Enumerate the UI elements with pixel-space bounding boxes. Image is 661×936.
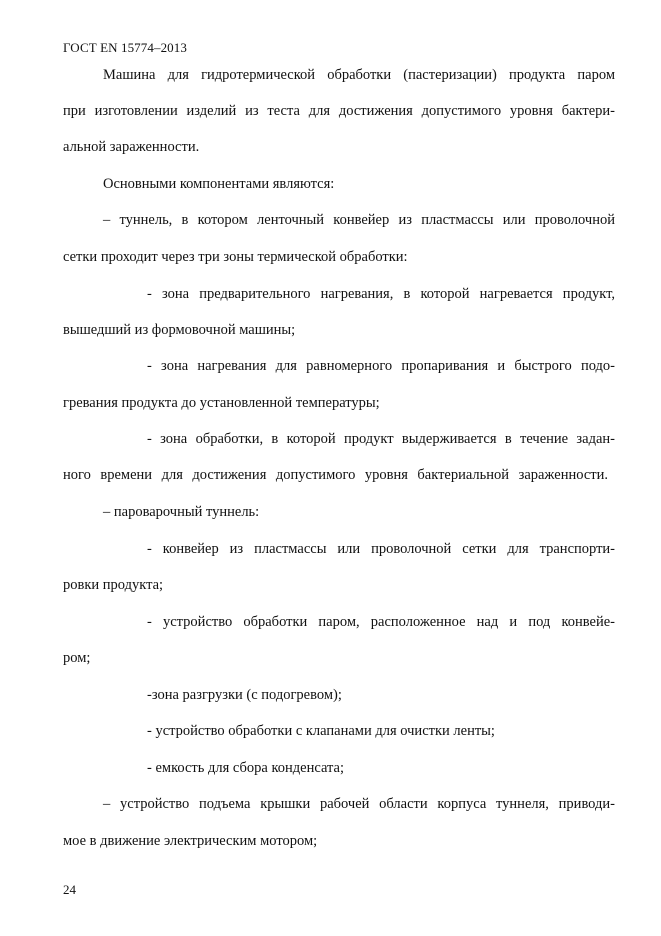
sublist-item-line: - конвейер из пластмассы или проволочной сетки для транспорти- <box>147 541 615 557</box>
document-code-header: ГОСТ EN 15774–2013 <box>63 40 187 55</box>
sublist-item-line: - устройство обработки паром, расположенное над и под конвейе- <box>147 614 615 630</box>
paragraph-line: Основными компонентами являются: <box>103 176 335 192</box>
sublist-item-line: -зона разгрузки (с подогревом); <box>147 687 342 703</box>
sublist-item-line: - зона обработки, в которой продукт выдерживается в течение задан- <box>147 431 615 447</box>
list-item-line: мое в движение электрическим мотором; <box>63 833 318 849</box>
sublist-item-line: гревания продукта до установленной температуры; <box>63 395 380 411</box>
list-item-line: – пароварочный туннель: <box>103 504 260 520</box>
sublist-item-line: - емкость для сбора конденсата; <box>147 760 344 776</box>
sublist-item-line: - зона предварительного нагревания, в которой нагревается продукт, <box>147 286 615 302</box>
sublist-item-line: вышедший из формовочной машины; <box>63 322 296 338</box>
sublist-item-line: ного времени для достижения допустимого уровня бактериальной зараженности. <box>63 467 608 483</box>
list-item-line: сетки проходит через три зоны термической обработки: <box>63 249 408 265</box>
paragraph-line: при изготовлении изделий из теста для достижения допустимого уровня бактери- <box>63 103 615 119</box>
sublist-item-line: - устройство обработки с клапанами для очистки ленты; <box>147 723 495 739</box>
sublist-item-line: ром; <box>63 650 91 666</box>
sublist-item-line: ровки продукта; <box>63 577 164 593</box>
paragraph-line: Машина для гидротермической обработки (пастеризации) продукта паром <box>103 67 615 83</box>
list-item-line: – туннель, в котором ленточный конвейер из пластмассы или проволочной <box>103 212 615 228</box>
sublist-item-line: - зона нагревания для равномерного пропаривания и быстрого подо- <box>147 358 615 374</box>
list-item-line: – устройство подъема крышки рабочей области корпуса туннеля, приводи- <box>103 796 615 812</box>
paragraph-line: альной зараженности. <box>63 139 200 155</box>
page-number: 24 <box>63 882 76 897</box>
